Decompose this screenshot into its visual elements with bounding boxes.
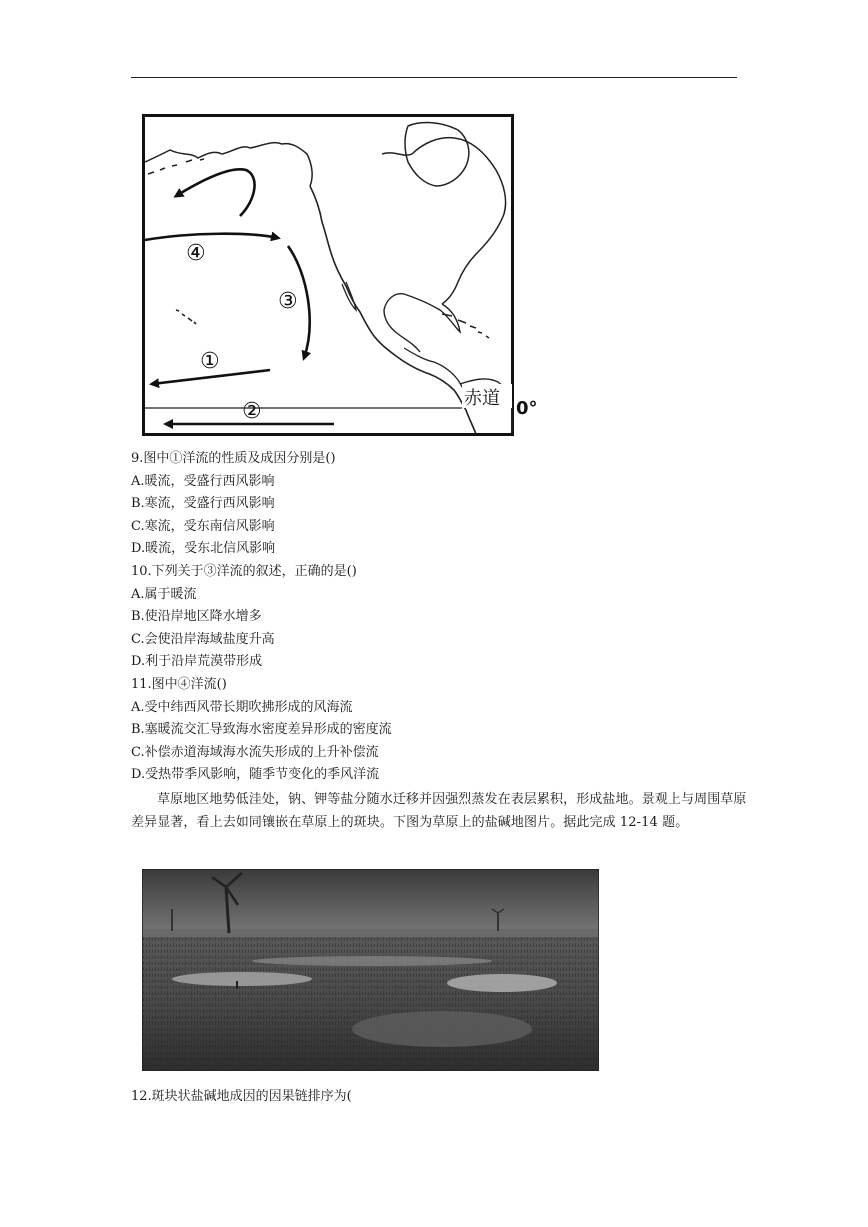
current-2-label: ② xyxy=(242,399,262,424)
q10-option-d: D.利于沿岸荒漠带形成 xyxy=(131,654,263,670)
q12-stem: 12.斑块状盐碱地成因的因果链排序为( xyxy=(131,1089,352,1104)
q9-option-d: D.暖流，受东北信风影响 xyxy=(131,541,276,557)
equator-label: 赤道 xyxy=(464,388,500,409)
q11-option-b: B.塞暖流交汇导致海水密度差异形成的密度流 xyxy=(131,722,392,738)
salt-patch xyxy=(172,972,312,986)
q10-stem: 10.下列关于③洋流的叙述，正确的是() xyxy=(131,563,357,579)
q10-option-b: B.使沿岸地区降水增多 xyxy=(131,609,262,625)
passage xyxy=(131,788,751,834)
map-frame xyxy=(144,116,513,435)
q10-option-a: A.属于暖流 xyxy=(131,586,197,602)
q9-option-b: B.寒流，受盛行西风影响 xyxy=(131,496,275,512)
q11-option-a: A.受中纬西风带长期吹拂形成的风海流 xyxy=(131,699,353,715)
ocean-current-map xyxy=(142,114,514,436)
q9-stem: 9.图中①洋流的性质及成因分别是() xyxy=(131,451,336,466)
q11-option-c: C.补偿赤道海域海水流失形成的上升补偿流 xyxy=(131,744,379,760)
q11-option-d: D.受热带季风影响，随季节变化的季风洋流 xyxy=(131,767,380,783)
passage-text: 草原地区地势低洼处，钠、钾等盐分随水迁移并因强烈蒸发在表层累积，形成盐地。景观上与周围草原差异显著，看上去如同镶嵌在草原上的斑块。下图为草原上的盐碱地图片。据此完成 12-14 题。 xyxy=(131,792,747,830)
header-rule xyxy=(131,77,737,78)
q9-option-c: C.寒流，受东南信风影响 xyxy=(131,518,275,534)
salt-patch xyxy=(447,974,557,992)
question-block xyxy=(131,448,751,787)
zero-degree-label: 0° xyxy=(516,398,538,419)
q9-option-a: A.暖流，受盛行西风影响 xyxy=(131,473,275,489)
saline-land-photo xyxy=(142,869,599,1071)
q10-option-c: C.会使沿岸海域盐度升高 xyxy=(131,631,275,647)
q11-stem: 11.图中④洋流() xyxy=(131,676,227,692)
current-3-label: ③ xyxy=(278,289,298,314)
current-4-label: ④ xyxy=(186,241,206,266)
current-1-label: ① xyxy=(200,349,220,374)
